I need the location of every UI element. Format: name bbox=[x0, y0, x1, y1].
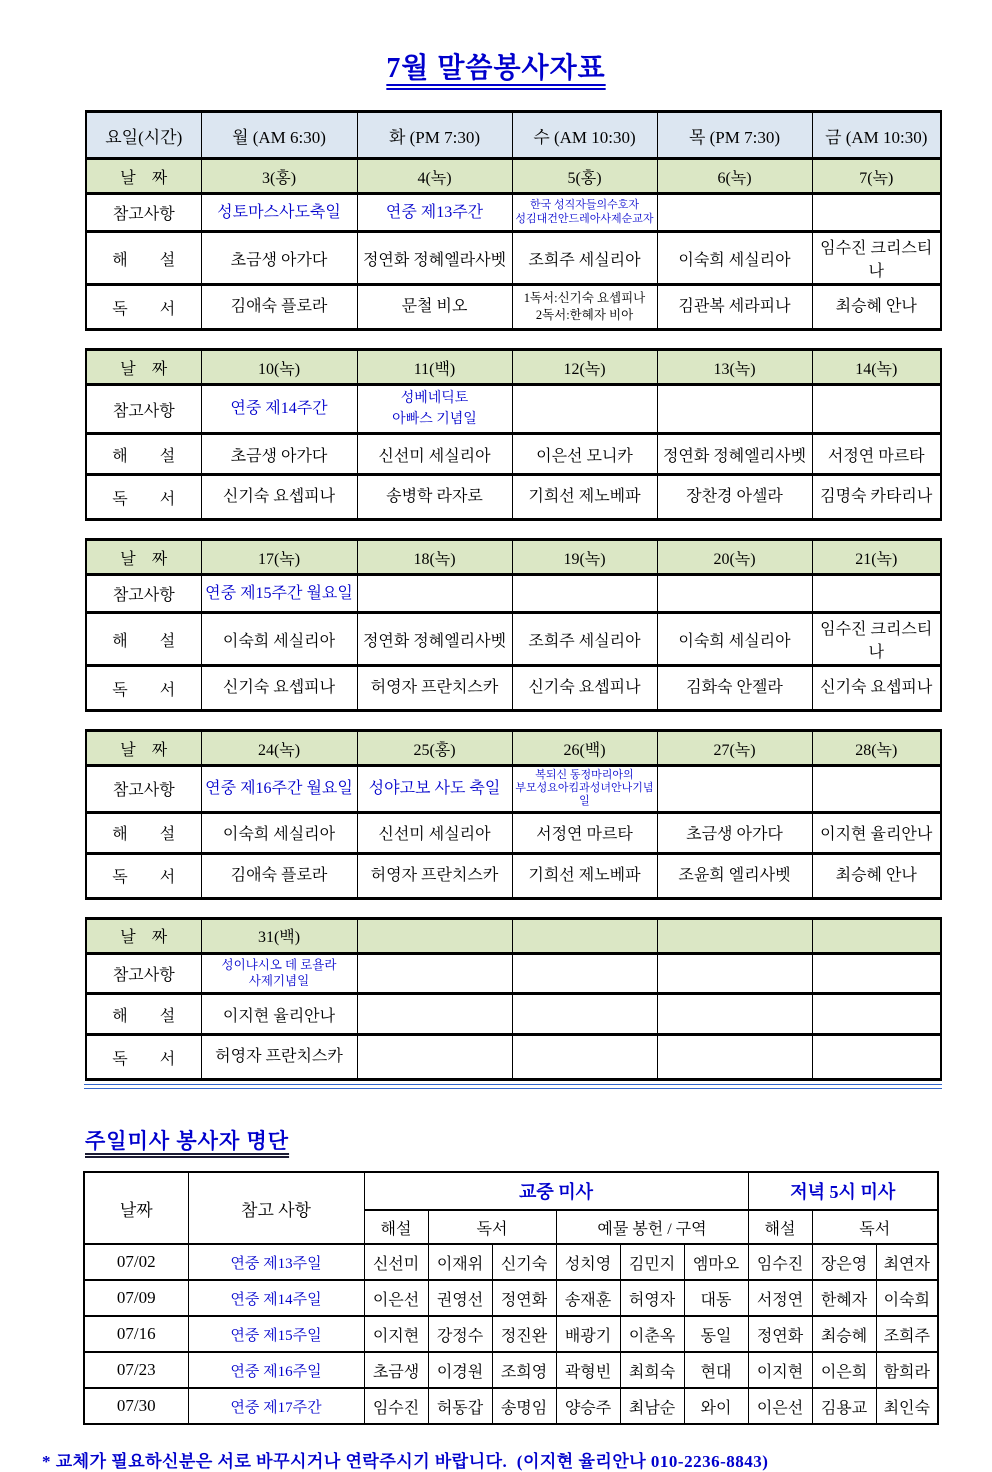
cell-line: 신기숙 요셉피나 bbox=[222, 679, 336, 696]
date-row bbox=[86, 918, 941, 953]
weekly-schedule-block-4 bbox=[85, 729, 942, 900]
cell-line: 기희선 제노베파 bbox=[528, 488, 641, 505]
reader-cell bbox=[512, 666, 657, 711]
date-cell: 21(녹) bbox=[812, 540, 941, 575]
schedule-header-row bbox=[86, 112, 941, 159]
footer-note: * 교체가 필요하신분은 서로 바꾸시거나 연락주시기 바랍니다. (이지현 율리안나 010-2236-8843) bbox=[42, 1452, 769, 1472]
note-row bbox=[86, 953, 941, 994]
row-label-note: 참고사항 bbox=[86, 953, 201, 994]
date-cell: 6(녹) bbox=[657, 159, 812, 194]
cell-line: 허영자 프란치스카 bbox=[370, 679, 499, 696]
row-label-commentary: 해 설 bbox=[86, 434, 201, 475]
roster-name-cell: 서정연 bbox=[748, 1280, 812, 1316]
reader-cell bbox=[657, 285, 812, 330]
sub-main-offering: 예물 봉헌 / 구역 bbox=[556, 1210, 748, 1244]
reader-cell bbox=[357, 1035, 512, 1080]
reader-cell bbox=[357, 285, 512, 330]
reader-cell bbox=[657, 475, 812, 520]
reader-cell bbox=[812, 475, 941, 520]
date-cell: 27(녹) bbox=[657, 731, 812, 766]
roster-name-cell: 이재위 bbox=[428, 1244, 492, 1280]
cell-line: 문철 비오 bbox=[401, 298, 468, 315]
roster-name-cell: 신선미 bbox=[364, 1244, 428, 1280]
roster-note-cell: 연중 제14주일 bbox=[188, 1280, 364, 1316]
date-cell bbox=[357, 918, 512, 953]
roster-note-cell: 연중 제17주간 bbox=[188, 1388, 364, 1424]
cell-line: 성토마스사도축일 bbox=[217, 203, 341, 221]
date-cell: 4(녹) bbox=[357, 159, 512, 194]
title-wrap bbox=[0, 46, 992, 86]
note-cell bbox=[657, 953, 812, 994]
commentator-cell: 서정연 마르타 bbox=[512, 812, 657, 853]
day-header-cell: 월 (AM 6:30) bbox=[201, 112, 357, 159]
roster-date-cell: 07/23 bbox=[84, 1352, 188, 1388]
roster-name-cell: 이숙희 bbox=[876, 1280, 938, 1316]
sub-evening-commentary: 해설 bbox=[748, 1210, 812, 1244]
cell-line: 최승혜 안나 bbox=[835, 298, 917, 315]
roster-note-cell: 연중 제15주일 bbox=[188, 1316, 364, 1352]
row-label-reading: 독 서 bbox=[86, 853, 201, 898]
date-cell bbox=[812, 918, 941, 953]
cell-line: 송병학 라자로 bbox=[386, 488, 483, 505]
cell-line: 김애숙 플로라 bbox=[230, 298, 328, 315]
document-page bbox=[0, 46, 992, 1472]
reader-cell bbox=[512, 285, 657, 330]
commentator-cell: 초금생 아가다 bbox=[201, 232, 357, 285]
cell-line: 김관복 세라피나 bbox=[678, 298, 791, 315]
commentator-cell: 이숙희 세실리아 bbox=[657, 232, 812, 285]
note-cell bbox=[812, 194, 941, 232]
roster-date-header: 날짜 bbox=[84, 1172, 188, 1244]
reading-row bbox=[86, 666, 941, 711]
day-header-cell: 수 (AM 10:30) bbox=[512, 112, 657, 159]
roster-main-mass-header: 교중 미사 bbox=[364, 1172, 748, 1210]
reader-cell bbox=[657, 1035, 812, 1080]
reader-cell bbox=[201, 285, 357, 330]
cell-line: 성베네딕토 bbox=[400, 391, 469, 406]
roster-heading: 주일미사 봉사자 명단 bbox=[85, 1129, 290, 1154]
cell-line: 연중 제13주간 bbox=[385, 203, 484, 221]
reader-cell bbox=[812, 285, 941, 330]
roster-name-cell: 동일 bbox=[684, 1316, 748, 1352]
note-cell bbox=[657, 575, 812, 613]
roster-name-cell: 권영선 bbox=[428, 1280, 492, 1316]
row-label-date: 날 짜 bbox=[86, 159, 201, 194]
cell-line: 2독서:한혜자 비아 bbox=[535, 308, 634, 322]
roster-group-header-row bbox=[84, 1172, 938, 1210]
reading-row bbox=[86, 853, 941, 898]
note-cell bbox=[812, 953, 941, 994]
cell-line: 김명숙 카타리나 bbox=[820, 488, 933, 505]
commentator-cell: 임수진 크리스티나 bbox=[812, 232, 941, 285]
note-cell bbox=[657, 766, 812, 813]
roster-name-cell: 최남순 bbox=[620, 1388, 684, 1424]
date-cell: 28(녹) bbox=[812, 731, 941, 766]
date-cell: 18(녹) bbox=[357, 540, 512, 575]
roster-name-cell: 최승혜 bbox=[812, 1316, 876, 1352]
cell-line: 허영자 프란치스카 bbox=[370, 866, 499, 884]
commentator-cell: 이지현 율리안나 bbox=[812, 812, 941, 853]
cell-line: 연중 제16주간 월요일 bbox=[205, 779, 353, 797]
roster-name-cell: 이경원 bbox=[428, 1352, 492, 1388]
reader-cell bbox=[512, 853, 657, 898]
cell-line: 성이냐시오 데 로욜라 bbox=[221, 957, 337, 972]
date-cell bbox=[512, 918, 657, 953]
roster-name-cell: 신기숙 bbox=[492, 1244, 556, 1280]
commentator-cell: 서정연 마르타 bbox=[812, 434, 941, 475]
cell-line: 사제기념일 bbox=[248, 974, 310, 989]
roster-name-cell: 송명임 bbox=[492, 1388, 556, 1424]
row-label-reading: 독 서 bbox=[86, 285, 201, 330]
commentator-cell: 신선미 세실리아 bbox=[357, 812, 512, 853]
commentator-cell: 임수진 크리스티나 bbox=[812, 613, 941, 666]
reader-cell bbox=[657, 666, 812, 711]
note-row bbox=[86, 575, 941, 613]
cell-line: 김애숙 플로라 bbox=[230, 866, 328, 884]
cell-line: 아빠스 기념일 bbox=[392, 412, 477, 427]
row-label-note: 참고사항 bbox=[86, 766, 201, 813]
row-label-commentary: 해 설 bbox=[86, 994, 201, 1035]
commentator-cell: 초금생 아가다 bbox=[657, 812, 812, 853]
reader-cell bbox=[812, 1035, 941, 1080]
reading-row bbox=[86, 1035, 941, 1080]
date-cell: 10(녹) bbox=[201, 350, 357, 385]
roster-name-cell: 양승주 bbox=[556, 1388, 620, 1424]
date-cell: 3(홍) bbox=[201, 159, 357, 194]
commentary-row bbox=[86, 613, 941, 666]
cell-line: 기희선 제노베파 bbox=[528, 866, 641, 884]
commentator-cell bbox=[357, 994, 512, 1035]
date-row bbox=[86, 350, 941, 385]
commentator-cell: 조희주 세실리아 bbox=[512, 232, 657, 285]
row-label-date: 날 짜 bbox=[86, 350, 201, 385]
roster-row bbox=[84, 1316, 938, 1352]
note-cell bbox=[201, 953, 357, 994]
note-cell bbox=[512, 953, 657, 994]
date-cell: 26(백) bbox=[512, 731, 657, 766]
roster-name-cell: 장은영 bbox=[812, 1244, 876, 1280]
row-label-reading: 독 서 bbox=[86, 1035, 201, 1080]
note-cell bbox=[657, 194, 812, 232]
roster-row bbox=[84, 1244, 938, 1280]
reader-cell bbox=[357, 475, 512, 520]
date-cell: 24(녹) bbox=[201, 731, 357, 766]
reader-cell bbox=[657, 853, 812, 898]
cell-line: 1독서:신기숙 요셉피나 bbox=[523, 291, 646, 306]
row-label-commentary: 해 설 bbox=[86, 232, 201, 285]
corner-header-cell: 요일(시간) bbox=[86, 112, 201, 159]
date-cell bbox=[657, 918, 812, 953]
cell-line: 허영자 프란치스카 bbox=[215, 1048, 343, 1066]
cell-line: 복되신 동정마리아의 bbox=[535, 769, 634, 781]
cell-line: 조윤희 엘리사벳 bbox=[678, 866, 791, 884]
roster-name-cell: 성치영 bbox=[556, 1244, 620, 1280]
cell-line: 신기숙 요셉피나 bbox=[222, 488, 336, 505]
row-label-commentary: 해 설 bbox=[86, 613, 201, 666]
row-label-date: 날 짜 bbox=[86, 731, 201, 766]
roster-name-cell: 임수진 bbox=[748, 1244, 812, 1280]
weekly-schedule-block-5 bbox=[85, 917, 942, 1082]
roster-name-cell: 현대 bbox=[684, 1352, 748, 1388]
reading-row bbox=[86, 475, 941, 520]
date-row bbox=[86, 159, 941, 194]
note-cell bbox=[357, 575, 512, 613]
page-title: 7월 말씀봉사자표 bbox=[386, 53, 606, 84]
commentator-cell: 조희주 세실리아 bbox=[512, 613, 657, 666]
day-header-cell: 화 (PM 7:30) bbox=[357, 112, 512, 159]
row-label-note: 참고사항 bbox=[86, 194, 201, 232]
reader-cell bbox=[201, 853, 357, 898]
weekly-schedule-block-2 bbox=[85, 348, 942, 521]
cell-line: 신기숙 요셉피나 bbox=[820, 679, 933, 696]
note-cell bbox=[357, 953, 512, 994]
cell-line: 김화숙 안젤라 bbox=[686, 679, 783, 696]
cell-line: 연중 제14주간 bbox=[230, 400, 328, 417]
roster-row bbox=[84, 1388, 938, 1424]
reader-cell bbox=[812, 853, 941, 898]
commentator-cell: 이숙희 세실리아 bbox=[657, 613, 812, 666]
commentary-row bbox=[86, 994, 941, 1035]
roster-name-cell: 정연화 bbox=[748, 1316, 812, 1352]
roster-name-cell: 이지현 bbox=[364, 1316, 428, 1352]
date-cell: 12(녹) bbox=[512, 350, 657, 385]
reader-cell bbox=[512, 1035, 657, 1080]
roster-name-cell: 임수진 bbox=[364, 1388, 428, 1424]
commentator-cell: 정연화 정혜엘리사벳 bbox=[357, 613, 512, 666]
date-cell: 11(백) bbox=[357, 350, 512, 385]
roster-heading-wrap bbox=[85, 1125, 992, 1155]
commentary-row bbox=[86, 812, 941, 853]
reader-cell bbox=[357, 666, 512, 711]
day-header-cell: 목 (PM 7:30) bbox=[657, 112, 812, 159]
commentary-row bbox=[86, 434, 941, 475]
roster-date-cell: 07/16 bbox=[84, 1316, 188, 1352]
commentator-cell bbox=[512, 994, 657, 1035]
roster-note-cell: 연중 제16주일 bbox=[188, 1352, 364, 1388]
note-cell bbox=[357, 385, 512, 434]
roster-name-cell: 이은선 bbox=[364, 1280, 428, 1316]
cell-line: 최승혜 안나 bbox=[835, 866, 917, 884]
roster-name-cell: 김용교 bbox=[812, 1388, 876, 1424]
commentary-row bbox=[86, 232, 941, 285]
reader-cell bbox=[512, 475, 657, 520]
row-label-date: 날 짜 bbox=[86, 918, 201, 953]
roster-name-cell: 한혜자 bbox=[812, 1280, 876, 1316]
commentator-cell: 이지현 율리안나 bbox=[201, 994, 357, 1035]
date-cell: 7(녹) bbox=[812, 159, 941, 194]
roster-name-cell: 함희라 bbox=[876, 1352, 938, 1388]
date-cell: 31(백) bbox=[201, 918, 357, 953]
roster-name-cell: 이춘옥 bbox=[620, 1316, 684, 1352]
roster-row bbox=[84, 1280, 938, 1316]
cell-line: 부모성요아킴과성녀안나기념일 bbox=[515, 782, 654, 808]
note-cell bbox=[201, 194, 357, 232]
row-label-date: 날 짜 bbox=[86, 540, 201, 575]
roster-name-cell: 강정수 bbox=[428, 1316, 492, 1352]
reader-cell bbox=[201, 1035, 357, 1080]
reader-cell bbox=[357, 853, 512, 898]
roster-name-cell: 송재훈 bbox=[556, 1280, 620, 1316]
roster-name-cell: 조희주 bbox=[876, 1316, 938, 1352]
weekly-schedule-block-1 bbox=[85, 110, 942, 331]
row-label-note: 참고사항 bbox=[86, 575, 201, 613]
roster-name-cell: 정연화 bbox=[492, 1280, 556, 1316]
roster-name-cell: 최인숙 bbox=[876, 1388, 938, 1424]
roster-name-cell: 와이 bbox=[684, 1388, 748, 1424]
cell-line: 한국 성직자들의수호자 bbox=[529, 199, 639, 212]
sub-evening-reading: 독서 bbox=[812, 1210, 938, 1244]
roster-note-header: 참고 사항 bbox=[188, 1172, 364, 1244]
date-row bbox=[86, 731, 941, 766]
commentator-cell: 이숙희 세실리아 bbox=[201, 812, 357, 853]
commentator-cell: 정연화 정혜엘리사벳 bbox=[657, 434, 812, 475]
roster-name-cell: 허동갑 bbox=[428, 1388, 492, 1424]
roster-table bbox=[83, 1171, 939, 1425]
roster-name-cell: 이지현 bbox=[748, 1352, 812, 1388]
note-cell bbox=[512, 575, 657, 613]
commentator-cell bbox=[812, 994, 941, 1035]
roster-name-cell: 김민지 bbox=[620, 1244, 684, 1280]
roster-name-cell: 대동 bbox=[684, 1280, 748, 1316]
section-separator bbox=[84, 1084, 942, 1089]
note-cell bbox=[201, 575, 357, 613]
roster-name-cell: 최연자 bbox=[876, 1244, 938, 1280]
commentator-cell: 초금생 아가다 bbox=[201, 434, 357, 475]
commentator-cell: 신선미 세실리아 bbox=[357, 434, 512, 475]
row-label-note: 참고사항 bbox=[86, 385, 201, 434]
roster-name-cell: 이은희 bbox=[812, 1352, 876, 1388]
weekly-schedule-section bbox=[0, 110, 992, 1081]
reader-cell bbox=[201, 475, 357, 520]
reader-cell bbox=[812, 666, 941, 711]
note-cell bbox=[357, 766, 512, 813]
note-row bbox=[86, 385, 941, 434]
commentator-cell: 이은선 모니카 bbox=[512, 434, 657, 475]
roster-date-cell: 07/02 bbox=[84, 1244, 188, 1280]
roster-name-cell: 최희숙 bbox=[620, 1352, 684, 1388]
roster-name-cell: 이은선 bbox=[748, 1388, 812, 1424]
note-cell bbox=[657, 385, 812, 434]
roster-date-cell: 07/09 bbox=[84, 1280, 188, 1316]
note-cell bbox=[812, 575, 941, 613]
note-cell bbox=[512, 194, 657, 232]
roster-name-cell: 엠마오 bbox=[684, 1244, 748, 1280]
date-cell: 17(녹) bbox=[201, 540, 357, 575]
cell-line: 연중 제15주간 월요일 bbox=[205, 584, 353, 602]
row-label-commentary: 해 설 bbox=[86, 812, 201, 853]
roster-name-cell: 정진완 bbox=[492, 1316, 556, 1352]
date-cell: 5(홍) bbox=[512, 159, 657, 194]
date-cell: 19(녹) bbox=[512, 540, 657, 575]
date-cell: 13(녹) bbox=[657, 350, 812, 385]
note-cell bbox=[812, 766, 941, 813]
roster-date-cell: 07/30 bbox=[84, 1388, 188, 1424]
date-row bbox=[86, 540, 941, 575]
reading-row bbox=[86, 285, 941, 330]
commentator-cell: 정연화 정혜엘라사벳 bbox=[357, 232, 512, 285]
roster-name-cell: 허영자 bbox=[620, 1280, 684, 1316]
note-row bbox=[86, 194, 941, 232]
cell-line: 신기숙 요셉피나 bbox=[528, 679, 641, 696]
commentator-cell: 이숙희 세실리아 bbox=[201, 613, 357, 666]
day-header-cell: 금 (AM 10:30) bbox=[812, 112, 941, 159]
note-cell bbox=[812, 385, 941, 434]
roster-evening-mass-header: 저녁 5시 미사 bbox=[748, 1172, 938, 1210]
note-row bbox=[86, 766, 941, 813]
commentator-cell bbox=[657, 994, 812, 1035]
cell-line: 성김대건안드레아사제순교자 bbox=[515, 212, 654, 225]
sub-main-reading: 독서 bbox=[428, 1210, 556, 1244]
sub-main-commentary: 해설 bbox=[364, 1210, 428, 1244]
note-cell bbox=[512, 766, 657, 813]
row-label-reading: 독 서 bbox=[86, 666, 201, 711]
roster-name-cell: 곽형빈 bbox=[556, 1352, 620, 1388]
roster-row bbox=[84, 1352, 938, 1388]
cell-line: 성야고보 사도 축일 bbox=[368, 779, 501, 797]
date-cell: 25(홍) bbox=[357, 731, 512, 766]
date-cell: 20(녹) bbox=[657, 540, 812, 575]
weekly-schedule-block-3 bbox=[85, 538, 942, 712]
roster-name-cell: 배광기 bbox=[556, 1316, 620, 1352]
note-cell bbox=[201, 766, 357, 813]
reader-cell bbox=[201, 666, 357, 711]
cell-line: 장찬경 아셀라 bbox=[686, 488, 783, 505]
note-cell bbox=[201, 385, 357, 434]
note-cell bbox=[357, 194, 512, 232]
roster-name-cell: 초금생 bbox=[364, 1352, 428, 1388]
row-label-reading: 독 서 bbox=[86, 475, 201, 520]
roster-note-cell: 연중 제13주일 bbox=[188, 1244, 364, 1280]
roster-section bbox=[0, 1171, 992, 1425]
date-cell: 14(녹) bbox=[812, 350, 941, 385]
note-cell bbox=[512, 385, 657, 434]
roster-name-cell: 조희영 bbox=[492, 1352, 556, 1388]
